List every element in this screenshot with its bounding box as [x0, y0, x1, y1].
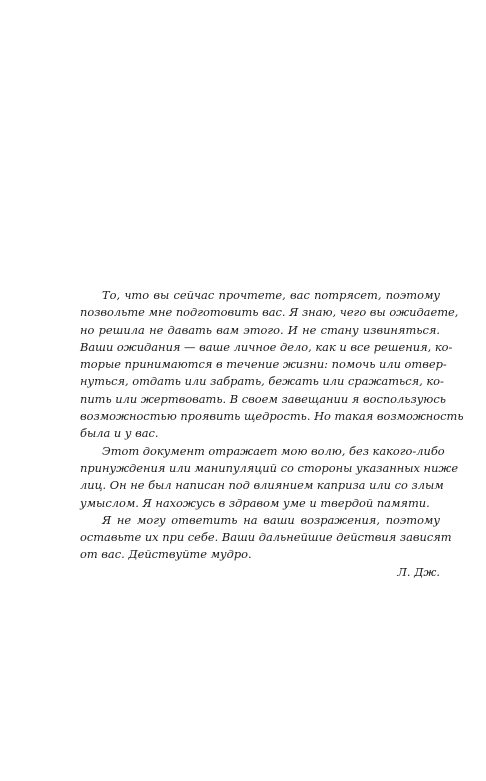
text-line: лиц. Он не был написан под влиянием каприза или со злым — [80, 478, 444, 493]
text-line: была и у вас. — [80, 426, 159, 441]
paragraph-1 — [80, 287, 464, 443]
text-line: Этот документ отражает мою волю, без какого-либо — [102, 443, 445, 458]
text-line: торые принимаются в течение жизни: помочь или отвер- — [80, 357, 447, 372]
text-line: пить или жертвовать. В своем завещании я воспользуюсь — [80, 391, 446, 406]
text-line: То, что вы сейчас прочтете, вас потрясет, поэтому — [102, 288, 440, 302]
text-line: возможностью проявить щедрость. Но такая возможность — [80, 409, 464, 424]
signature: Л. Дж. — [397, 564, 440, 579]
text-line: Ваши ожидания — ваше личное дело, как и все решения, ко- — [80, 339, 453, 354]
letter-text — [80, 287, 464, 581]
text-line: Я не могу ответить на ваши возражения, поэтому — [102, 512, 440, 527]
text-line: нуться, отдать или забрать, бежать или сражаться, ко- — [80, 374, 444, 389]
paragraph-3 — [80, 512, 452, 564]
text-line: от вас. Действуйте мудро. — [80, 547, 252, 562]
text-line: позвольте мне подготовить вас. Я знаю, чего вы ожидаете, — [80, 305, 459, 320]
text-line: оставьте их при себе. Ваши дальнейшие действия зависят — [80, 530, 452, 545]
text-line: умыслом. Я нахожусь в здравом уме и твердой памяти. — [80, 495, 430, 510]
text-line: принуждения или манипуляций со стороны указанных ниже — [80, 460, 459, 475]
paragraph-2 — [80, 443, 459, 512]
text-line: но решила не давать вам этого. И не стану извиняться. — [80, 322, 440, 337]
